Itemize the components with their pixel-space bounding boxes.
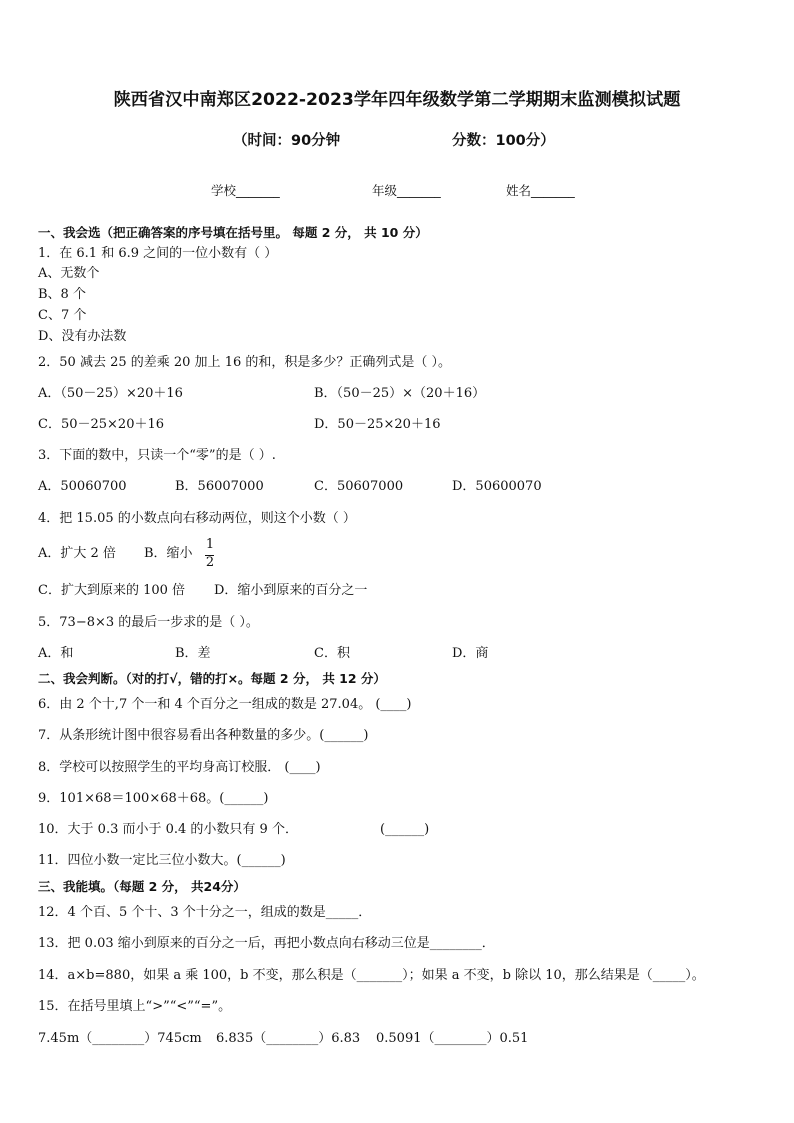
exam-score: 分数：100分） bbox=[452, 133, 555, 149]
option-a: A．扩大 2 倍 bbox=[38, 546, 116, 561]
option-c: C．50607000 bbox=[314, 479, 404, 494]
option-b: B．缩小 bbox=[144, 546, 193, 561]
option-d: D、没有办法数 bbox=[38, 329, 127, 344]
question-stem: 1．在 6.1 和 6.9 之间的一位小数有（ ） bbox=[38, 246, 278, 261]
option-c: C、7 个 bbox=[38, 308, 87, 323]
question-stem: 5．73−8×3 的最后一步求的是（ ）。 bbox=[38, 615, 259, 630]
compare-item-2: 6.835（________）6.83 bbox=[216, 1031, 361, 1046]
section-heading-2: 二、我会判断。（对的打√，错的打×。每题 2 分， 共 12 分） bbox=[38, 671, 386, 686]
question-9: 9．101×68＝100×68＋68。(______) bbox=[38, 791, 269, 806]
option-c: C．积 bbox=[314, 646, 350, 661]
name-field: 姓名_______ bbox=[506, 183, 575, 198]
option-b: B．差 bbox=[175, 646, 211, 661]
option-a: A．（50－25）×20＋16 bbox=[38, 386, 183, 401]
question-stem: 4．把 15.05 的小数点向右移动两位，则这个小数（ ） bbox=[38, 511, 356, 526]
question-10: 10．大于 0.3 而小于 0.4 的小数只有 9 个． bbox=[38, 822, 298, 837]
fraction-denominator: 2 bbox=[205, 555, 215, 570]
option-c: C．50－25×20＋16 bbox=[38, 417, 165, 432]
page-title: 陕西省汉中南郑区2022-2023学年四年级数学第二学期期末监测模拟试题 bbox=[113, 90, 681, 110]
question-13: 13．把 0.03 缩小到原来的百分之一后，再把小数点向右移动三位是________． bbox=[38, 936, 495, 951]
question-stem: 15．在括号里填上“>”“<”“=”。 bbox=[38, 999, 232, 1014]
question-12: 12．4 个百、5 个十、3 个十分之一，组成的数是_____． bbox=[38, 905, 372, 920]
option-d: D．商 bbox=[452, 646, 489, 661]
question-7: 7．从条形统计图中很容易看出各种数量的多少。(______) bbox=[38, 728, 369, 743]
compare-item-3: 0.5091（________）0.51 bbox=[376, 1031, 529, 1046]
grade-field: 年级_______ bbox=[372, 183, 441, 198]
section-heading-3: 三、我能填。（每题 2 分， 共24分） bbox=[38, 879, 246, 894]
exam-time: （时间：90分钟 bbox=[233, 133, 341, 149]
option-a: A、无数个 bbox=[38, 266, 100, 281]
question-6: 6．由 2 个十,7 个一和 4 个百分之一组成的数是 27.04。 (____) bbox=[38, 697, 412, 712]
option-b: B、8 个 bbox=[38, 287, 86, 302]
option-d: D．50－25×20＋16 bbox=[314, 417, 441, 432]
school-field: 学校_______ bbox=[211, 183, 280, 198]
question-11: 11．四位小数一定比三位小数大。(______) bbox=[38, 853, 286, 868]
option-b: B．（50－25）×（20＋16） bbox=[314, 386, 486, 401]
question-8: 8．学校可以按照学生的平均身高订校服． (____) bbox=[38, 760, 321, 775]
option-a: A．50060700 bbox=[38, 479, 127, 494]
option-c: C．扩大到原来的 100 倍 bbox=[38, 583, 186, 598]
option-d: D．50600070 bbox=[452, 479, 542, 494]
option-b: B．56007000 bbox=[175, 479, 264, 494]
compare-item-1: 7.45m（________）745cm bbox=[38, 1031, 202, 1046]
question-14: 14．a×b=880，如果 a 乘 100，b 不变，那么积是（_______）；如果 a 不变，b 除以 10，那么结果是（_____）。 bbox=[38, 968, 705, 983]
option-d: D．缩小到原来的百分之一 bbox=[214, 583, 368, 598]
question-stem: 2．50 减去 25 的差乘 20 加上 16 的和，积是多少？正确列式是（ ）。 bbox=[38, 355, 451, 370]
option-a: A．和 bbox=[38, 646, 74, 661]
fraction-numerator: 1 bbox=[205, 537, 215, 552]
question-stem: 3．下面的数中，只读一个“零”的是（ ）. bbox=[38, 448, 276, 463]
question-10-blank: (______) bbox=[380, 822, 430, 837]
section-heading-1: 一、我会选（把正确答案的序号填在括号里。 每题 2 分， 共 10 分） bbox=[38, 225, 428, 240]
